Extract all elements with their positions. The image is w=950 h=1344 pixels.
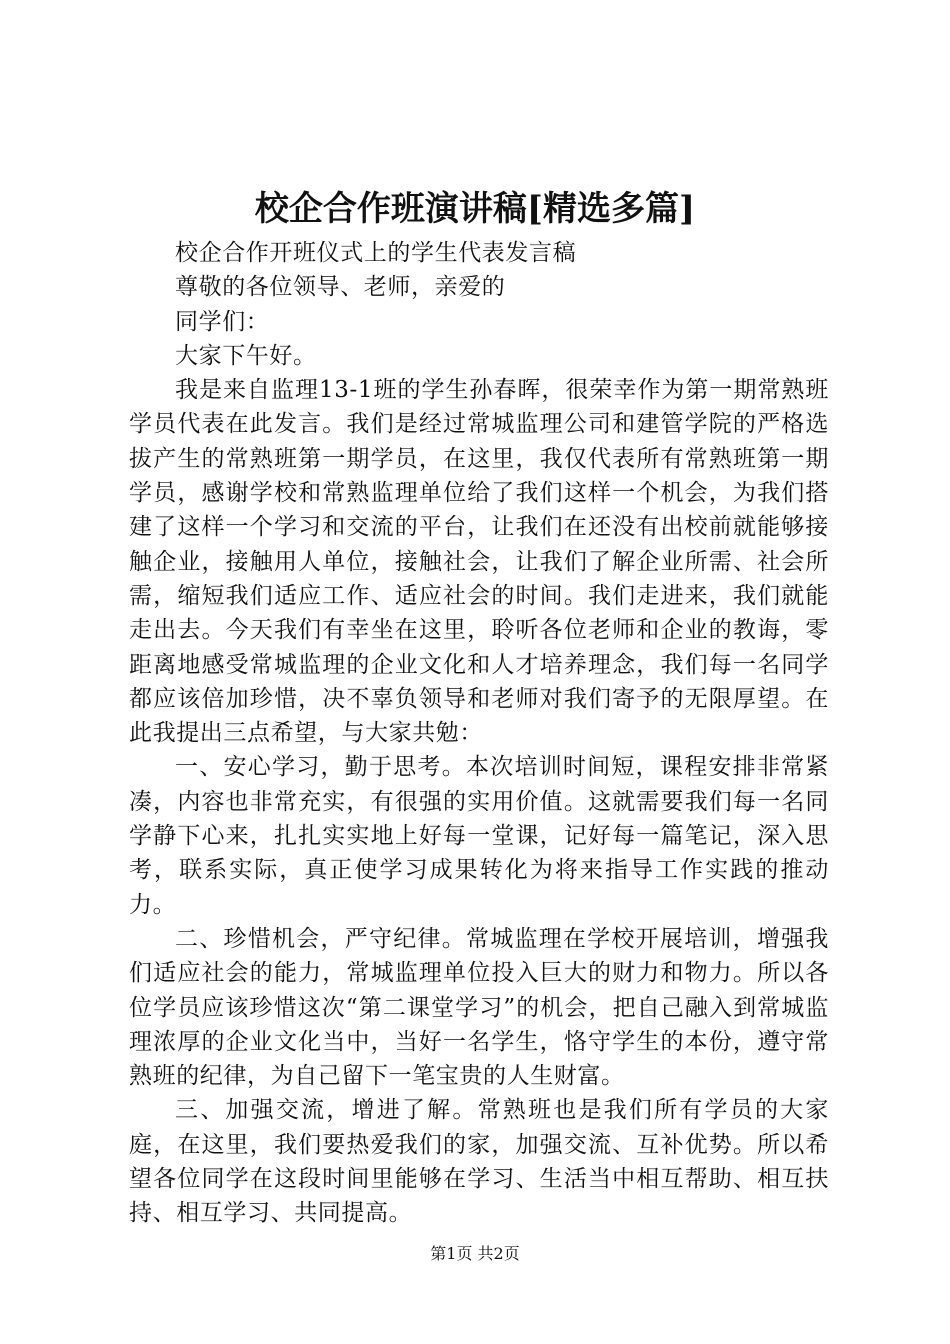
paragraph-salutation: 尊敬的各位领导、老师，亲爱的 <box>175 274 506 301</box>
paragraph-point-three: 三、加强交流，增进了解。常熟班也是我们所有学员的大家庭，在这里，我们要热爱我们的家，加强交流、互补优势。所以希望各位同学在这段时间里能够在学习、生活当中相互帮助、相互扶持、相互学习、共同提高。 <box>129 1097 829 1227</box>
document-body <box>129 236 829 1231</box>
document-title: 校企合作班演讲稿[精选多篇] <box>254 189 696 229</box>
paragraph-point-two: 二、珍惜机会，严守纪律。常城监理在学校开展培训，增强我们适应社会的能力，常城监理单位投入巨大的财力和物力。所以各位学员应该珍惜这次“第二课堂学习”的机会，把自己融入到常城监理浓厚的企业文化当中，当好一名学生，恪守学生的本份，遵守常熟班的纪律，为自己留下一笔宝贵的人生财富。 <box>129 925 829 1090</box>
paragraph-greeting: 大家下午好。 <box>175 342 317 369</box>
page-footer: 第1页 共2页 <box>430 1244 520 1263</box>
paragraph-salutation-cont: 同学们： <box>175 308 270 335</box>
paragraph-intro: 我是来自监理13-1班的学生孙春晖，很荣幸作为第一期常熟班学员代表在此发言。我们是经过常城监理公司和建管学院的严格选拔产生的常熟班第一期学员，在这里，我仅代表所有常熟班第一期学员，感谢学校和常熟监理单位给了我们这样一个机会，为我们搭建了这样一个学习和交流的平台，让我们在还没有出校前就能够接触企业，接触用人单位，接触社会，让我们了解企业所需、社会所需，缩短我们适应工作、适应社会的时间。我们走进来，我们就能走出去。今天我们有幸坐在这里，聆听各位老师和企业的教诲，零距离地感受常城监理的企业文化和人才培养理念，我们每一名同学都应该倍加珍惜，决不辜负领导和老师对我们寄予的无限厚望。在此我提出三点希望，与大家共勉： <box>129 377 829 747</box>
paragraph-heading: 校企合作开班仪式上的学生代表发言稿 <box>175 240 577 266</box>
paragraph-point-one: 一、安心学习，勤于思考。本次培训时间短，课程安排非常紧凑，内容也非常充实，有很强的实用价值。这就需要我们每一名同学静下心来，扎扎实实地上好每一堂课，记好每一篇笔记，深入思考，联系实际，真正使学习成果转化为将来指导工作实践的推动力。 <box>129 754 829 918</box>
